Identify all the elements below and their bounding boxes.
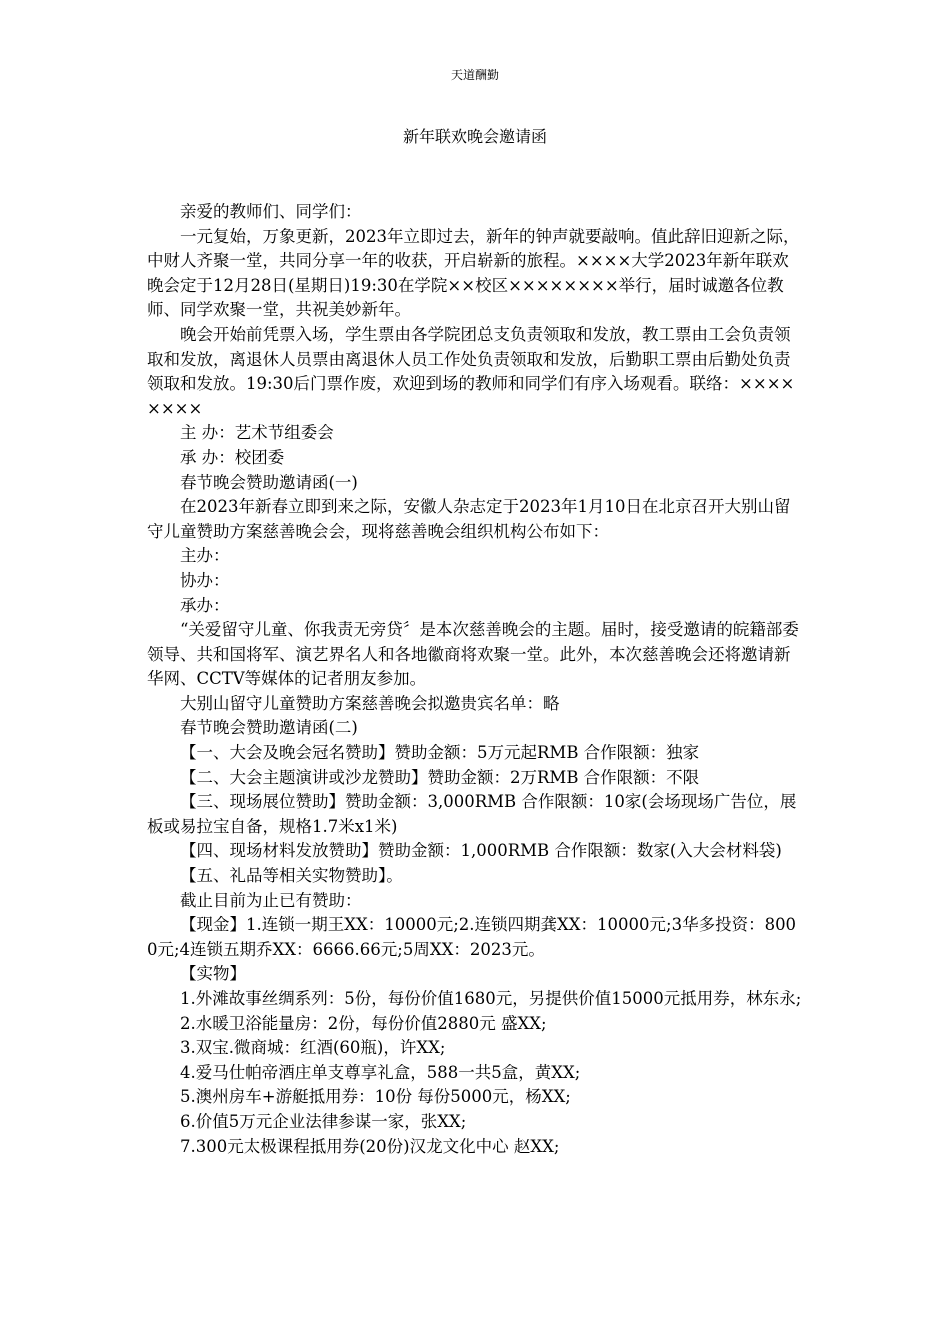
sponsor-tier: 【四、现场材料发放赞助】赞助金额：1,000RMB 合作限额：数家(入大会材料袋) <box>180 841 782 861</box>
paragraph: 晚会开始前凭票入场，学生票由各学院团总支负责领取和发放，教工票由工会负责领取和发放，离退休人员票由离退休人员工作处负责领取和发放，后勤职工票由后勤处负责领取和发放。19:30后门票作废，欢迎到场的教师和同学们有序入场观看。联络：×××××××× <box>147 324 795 418</box>
paragraph: 承办： <box>180 595 230 615</box>
section-heading: 春节晚会赞助邀请函(二) <box>180 718 358 738</box>
sponsor-tier: 【三、现场展位赞助】赞助金额：3,000RMB 合作限额：10家(会场现场广告位，展板或易拉宝自备，规格1.7米x1米) <box>147 792 797 836</box>
paragraph: 截止目前为止已有赞助： <box>180 890 362 910</box>
list-item: 7.300元太极课程抵用券(20份)汉龙文化中心 赵XX; <box>180 1136 560 1156</box>
list-item: 6.价值5万元企业法律参谋一家，张XX; <box>180 1111 467 1131</box>
list-item: 1.外滩故事丝绸系列：5份，每份价值1680元，另提供价值15000元抵用券，林东永; <box>180 989 802 1008</box>
document-body <box>147 200 803 1159</box>
paragraph: 【现金】1.连锁一期王XX：10000元;2.连锁四期龚XX：10000元;3华多投资：8000元;4连锁五期乔XX：6666.66元;5周XX：2023元。 <box>147 915 797 959</box>
sponsor-tier: 【一、大会及晚会冠名赞助】赞助金额：5万元起RMB 合作限额：独家 <box>180 743 700 763</box>
paragraph: 【实物】 <box>180 964 246 984</box>
paragraph: 大别山留守儿童赞助方案慈善晚会拟邀贵宾名单：略 <box>180 693 560 713</box>
list-item: 4.爱马仕帕帝酒庄单支尊享礼盒，588一共5盒，黄XX; <box>180 1062 581 1082</box>
paragraph: 在2023年新春立即到来之际，安徽人杂志定于2023年1月10日在北京召开大别山留守儿童赞助方案慈善晚会会，现将慈善晚会组织机构公布如下： <box>147 497 791 541</box>
sponsor-tier: 【二、大会主题演讲或沙龙赞助】赞助金额：2万RMB 合作限额：不限 <box>180 767 700 787</box>
paragraph: 亲爱的教师们、同学们： <box>180 202 362 221</box>
list-item: 5.澳州房车+游艇抵用券：10份 每份5000元，杨XX; <box>180 1087 571 1107</box>
paragraph: “关爱留守儿童、你我责无旁贷〞是本次慈善晚会的主题。届时，接受邀请的皖籍部委领导、共和国将军、演艺界名人和各地徽商将欢聚一堂。此外，本次慈善晚会还将邀请新华网、CCTV等媒体的记者朋友参加。 <box>147 620 799 689</box>
section-heading: 春节晚会赞助邀请函(一) <box>180 472 358 492</box>
paragraph: 一元复始，万象更新，2023年立即过去，新年的钟声就要敲响。值此辞旧迎新之际，中财人齐聚一堂，共同分享一年的收获，开启崭新的旅程。××××大学2023年新年联欢晚会定于12月28日(星期日)19:30在学院××校区××××××××举行，届时诚邀各位教师、同学欢聚一堂，共祝美妙新年。 <box>147 226 800 320</box>
document-title: 新年联欢晚会邀请函 <box>402 127 547 146</box>
list-item: 2.水暖卫浴能量房：2份，每份价值2880元 盛XX; <box>180 1013 547 1033</box>
paragraph: 承 办：校团委 <box>180 447 285 467</box>
paragraph: 主 办：艺术节组委会 <box>180 423 334 443</box>
list-item: 3.双宝.微商城：红酒(60瓶)，许XX; <box>180 1038 446 1058</box>
page-header: 天道酬勤 <box>450 68 499 82</box>
sponsor-tier: 【五、礼品等相关实物赞助】。 <box>180 866 403 886</box>
paragraph: 协办： <box>180 570 230 590</box>
paragraph: 主办： <box>180 546 230 566</box>
